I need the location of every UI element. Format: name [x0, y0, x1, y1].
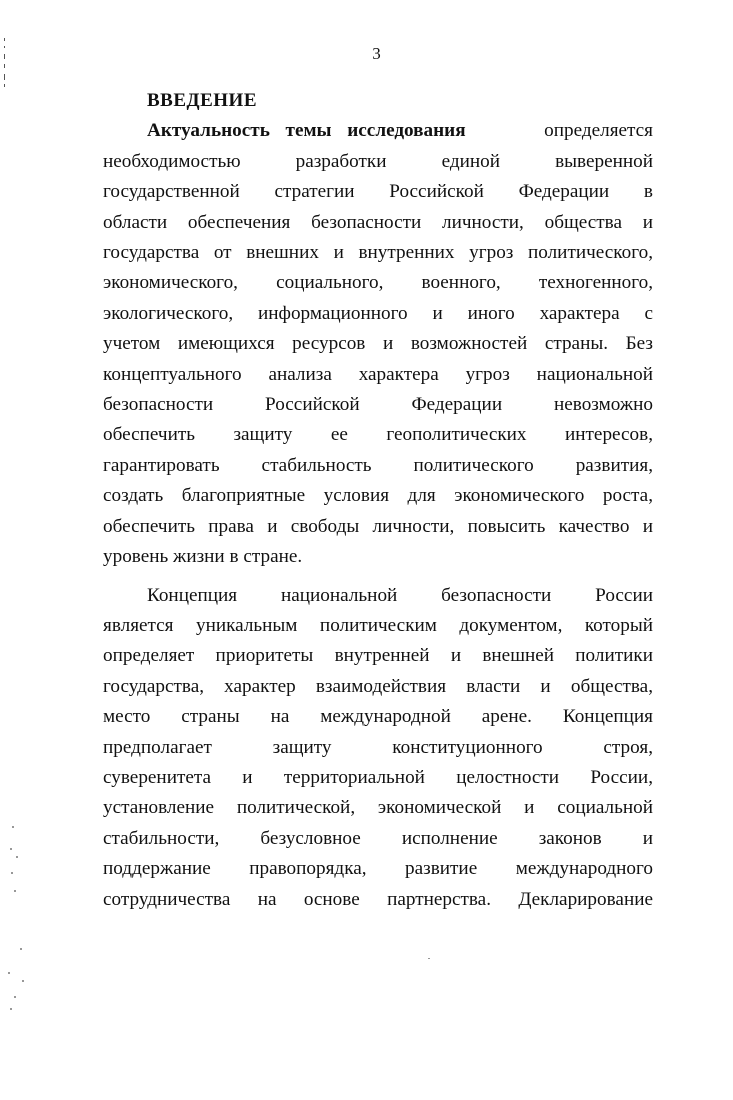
paragraph-line: поддержание правопорядка, развитие международного — [103, 858, 653, 880]
relevance-lead: Актуальность темы исследования — [147, 120, 466, 142]
paragraph-spacer — [103, 573, 653, 581]
paragraph-line: государства, характер взаимодействия власти и общества, — [103, 675, 653, 697]
paragraph-line: сотрудничества на основе партнерства. Декларирование — [103, 888, 653, 910]
scan-artifacts-bottom — [0, 940, 40, 1020]
paragraph-line — [103, 116, 653, 146]
page-number: 3 — [372, 44, 381, 63]
scan-artifacts-middle — [0, 820, 40, 910]
paragraph-line: является уникальным политическим документом, который — [103, 614, 653, 636]
paragraph-relevance — [103, 116, 653, 572]
paragraph-line: области обеспечения безопасности личности, общества и — [103, 211, 653, 233]
scan-speck — [428, 958, 430, 959]
paragraph-line: стабильности, безусловное исполнение законов и — [103, 827, 653, 849]
paragraph-line: необходимостью разработки единой выверенной — [103, 150, 653, 172]
document-body — [103, 86, 653, 915]
text-fragment: определяется — [544, 120, 654, 142]
paragraph-line: установление политической, экономической и социальной — [103, 797, 653, 819]
paragraph-line: создать благоприятные условия для экономического роста, — [103, 485, 653, 507]
paragraph-line: Концепция национальной безопасности России — [147, 584, 653, 606]
paragraph-line: предполагает защиту конституционного строя, — [103, 736, 653, 758]
paragraph-line: экономического, социального, военного, техногенного, — [103, 272, 653, 294]
paragraph-line: определяет приоритеты внутренней и внешней политики — [103, 645, 653, 667]
paragraph-line: место страны на международной арене. Концепция — [103, 706, 653, 728]
paragraph-line: уровень жизни в стране. — [103, 546, 303, 568]
scan-artifacts-top — [0, 30, 40, 100]
paragraph-line: концептуального анализа характера угроз национальной — [103, 363, 653, 385]
paragraph-line: обеспечить защиту ее геополитических интересов, — [103, 424, 653, 446]
paragraph-line: гарантировать стабильность политического развития, — [103, 454, 653, 476]
paragraph-line: обеспечить права и свободы личности, повысить качество и — [103, 515, 653, 537]
paragraph-line: государственной стратегии Российской Федерации в — [103, 181, 653, 203]
paragraph-line: безопасности Российской Федерации невозможно — [103, 394, 653, 416]
paragraph-line: государства от внешних и внутренних угроз политического, — [103, 242, 653, 264]
section-heading: ВВЕДЕНИЕ — [147, 90, 257, 111]
paragraph-line: экологического, информационного и иного характера с — [103, 302, 653, 324]
paragraph-line: учетом имеющихся ресурсов и возможностей страны. Без — [103, 333, 653, 355]
paragraph-concept — [103, 581, 653, 915]
paragraph-line: суверенитета и территориальной целостности России, — [103, 766, 653, 788]
